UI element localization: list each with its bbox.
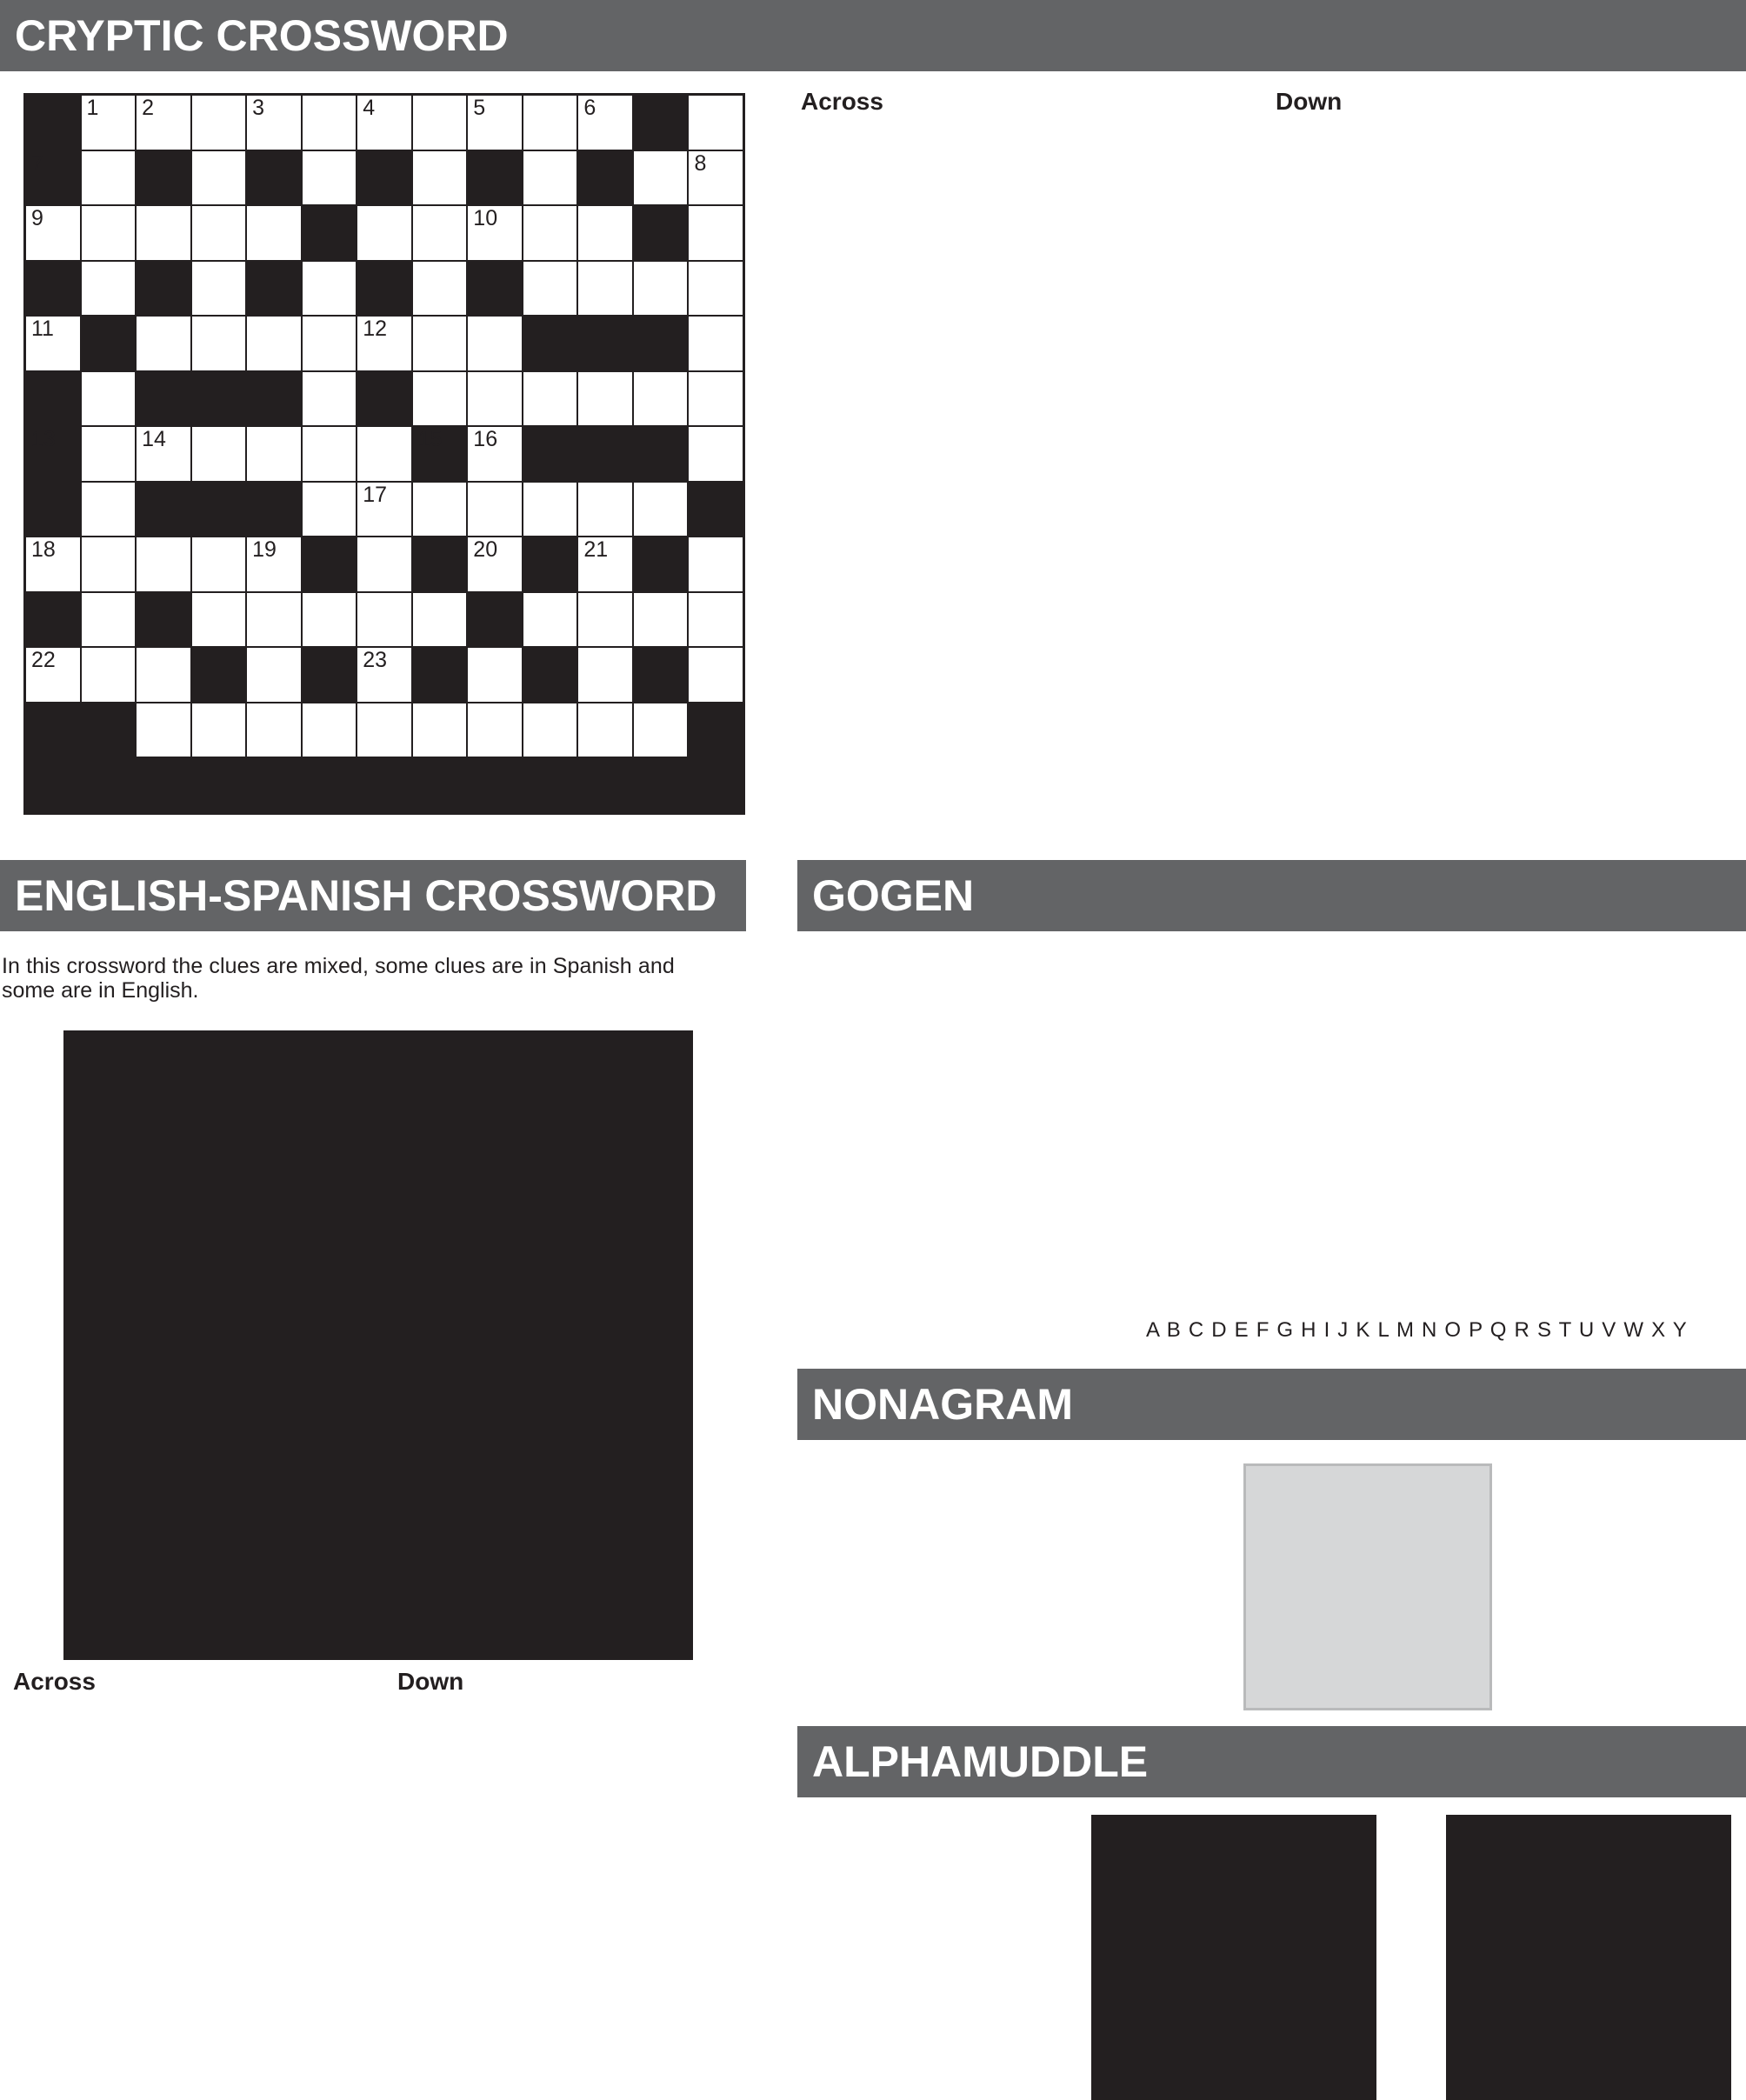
white-cell[interactable] (82, 96, 136, 150)
spanish-intro (2, 954, 748, 1003)
white-cell[interactable] (468, 483, 522, 537)
white-cell[interactable] (689, 262, 743, 316)
white-cell[interactable] (26, 206, 80, 260)
white-cell[interactable] (137, 427, 190, 481)
clue-number: 3 (252, 96, 265, 120)
black-cell (247, 151, 301, 205)
white-cell[interactable] (523, 372, 577, 426)
white-cell[interactable] (634, 593, 688, 647)
white-cell[interactable] (82, 372, 136, 426)
black-cell (523, 317, 577, 370)
black-cell (26, 427, 80, 481)
clue-number: 1 (86, 96, 99, 120)
black-cell (137, 372, 190, 426)
black-cell (357, 262, 411, 316)
black-cell (137, 151, 190, 205)
gogen-alphabet: A B C D E F G H I J K L M N O P Q R S T U V W X Y (1146, 1318, 1688, 1342)
white-cell[interactable] (192, 537, 246, 591)
clue-number: 11 (31, 317, 54, 342)
black-cell (192, 483, 246, 537)
clue-number: 13 (31, 427, 56, 452)
gogen-board (1150, 946, 1497, 1294)
white-cell[interactable] (192, 206, 246, 260)
black-cell (634, 427, 688, 481)
black-cell (26, 96, 80, 150)
white-cell[interactable] (303, 593, 357, 647)
white-cell[interactable] (303, 96, 357, 150)
white-cell[interactable] (357, 483, 411, 537)
clue-number: 8 (694, 150, 707, 176)
white-cell[interactable] (357, 317, 411, 370)
black-cell (247, 483, 301, 537)
clue-number: 19 (252, 537, 277, 563)
white-cell[interactable] (303, 483, 357, 537)
black-cell (413, 537, 467, 591)
white-cell[interactable] (357, 648, 411, 702)
black-cell (634, 648, 688, 702)
white-cell[interactable] (578, 96, 632, 150)
gogen-title: GOGEN (812, 871, 975, 920)
white-cell[interactable] (468, 427, 522, 481)
black-cell (82, 317, 136, 370)
clue-number: 17 (363, 482, 388, 507)
cryptic-crossword-banner (0, 0, 1746, 71)
black-cell (523, 537, 577, 591)
white-cell[interactable] (523, 703, 577, 757)
nonagram-board (1243, 1463, 1492, 1710)
white-cell[interactable] (634, 151, 688, 205)
white-cell[interactable] (82, 151, 136, 205)
white-cell[interactable] (303, 317, 357, 370)
white-cell[interactable] (192, 427, 246, 481)
white-cell[interactable] (634, 483, 688, 537)
white-cell[interactable] (468, 317, 522, 370)
clue-number: 2 (142, 96, 154, 120)
cryptic-crossword-grid (23, 93, 745, 815)
white-cell[interactable] (247, 427, 301, 481)
white-cell[interactable] (82, 262, 136, 316)
black-cell (192, 648, 246, 702)
cryptic-down-heading: Down (1276, 88, 1343, 115)
white-cell[interactable] (689, 537, 743, 591)
white-cell[interactable] (689, 593, 743, 647)
white-cell[interactable] (413, 96, 467, 150)
black-cell (303, 206, 357, 260)
black-cell (634, 537, 688, 591)
white-cell[interactable] (468, 96, 522, 150)
white-cell[interactable] (689, 648, 743, 702)
black-cell (689, 483, 743, 537)
white-cell[interactable] (578, 703, 632, 757)
white-cell[interactable] (468, 703, 522, 757)
black-cell (247, 262, 301, 316)
white-cell[interactable] (357, 96, 411, 150)
spanish-across-clues (13, 1669, 96, 1695)
white-cell[interactable] (192, 262, 246, 316)
white-cell[interactable] (26, 648, 80, 702)
white-cell[interactable] (578, 372, 632, 426)
alphamuddle-letters-grid (1446, 1815, 1731, 2100)
white-cell[interactable] (578, 537, 632, 591)
black-cell (26, 262, 80, 316)
white-cell[interactable] (247, 537, 301, 591)
white-cell[interactable] (468, 537, 522, 591)
black-cell (247, 372, 301, 426)
white-cell[interactable] (578, 262, 632, 316)
black-cell (192, 372, 246, 426)
nonagram-title: NONAGRAM (812, 1380, 1073, 1429)
white-cell[interactable] (303, 372, 357, 426)
white-cell[interactable] (413, 703, 467, 757)
black-cell (413, 648, 467, 702)
clue-number: 12 (363, 317, 388, 342)
black-cell (357, 151, 411, 205)
white-cell[interactable] (82, 483, 136, 537)
spanish-down-heading: Down (397, 1668, 464, 1695)
white-cell[interactable] (578, 206, 632, 260)
clue-number: 5 (473, 96, 486, 120)
white-cell[interactable] (247, 206, 301, 260)
black-cell (689, 703, 743, 757)
black-cell (303, 648, 357, 702)
black-cell (357, 372, 411, 426)
white-cell[interactable] (578, 483, 632, 537)
white-cell[interactable] (413, 483, 467, 537)
white-cell[interactable] (137, 703, 190, 757)
black-cell (26, 151, 80, 205)
alphamuddle-banner (797, 1726, 1746, 1797)
white-cell[interactable] (82, 427, 136, 481)
white-cell[interactable] (689, 427, 743, 481)
white-cell[interactable] (192, 703, 246, 757)
white-cell[interactable] (357, 206, 411, 260)
white-cell[interactable] (303, 262, 357, 316)
white-cell[interactable] (634, 703, 688, 757)
black-cell (578, 151, 632, 205)
cryptic-across-heading: Across (801, 88, 883, 115)
black-cell (26, 372, 80, 426)
clue-number: 9 (31, 206, 43, 231)
clue-number: 18 (31, 537, 56, 563)
white-cell[interactable] (247, 648, 301, 702)
alphamuddle-puzzle-grid (1091, 1815, 1376, 2100)
white-cell[interactable] (137, 537, 190, 591)
white-cell[interactable] (82, 206, 136, 260)
white-cell[interactable] (82, 648, 136, 702)
clue-number: 20 (473, 537, 498, 563)
white-cell[interactable] (689, 372, 743, 426)
white-cell[interactable] (137, 206, 190, 260)
white-cell[interactable] (137, 648, 190, 702)
white-cell[interactable] (634, 372, 688, 426)
black-cell (523, 648, 577, 702)
white-cell[interactable] (303, 703, 357, 757)
white-cell[interactable] (523, 206, 577, 260)
white-cell[interactable] (413, 317, 467, 370)
white-cell[interactable] (303, 427, 357, 481)
white-cell[interactable] (82, 537, 136, 591)
clue-number: 16 (473, 427, 498, 452)
white-cell[interactable] (523, 262, 577, 316)
white-cell[interactable] (523, 593, 577, 647)
black-cell (634, 317, 688, 370)
alphamuddle-title: ALPHAMUDDLE (812, 1737, 1149, 1786)
spanish-crossword-title: ENGLISH-SPANISH CROSSWORD (15, 871, 717, 920)
spanish-crossword-grid (63, 1030, 693, 1660)
white-cell[interactable] (26, 537, 80, 591)
black-cell (303, 537, 357, 591)
nonagram-banner (797, 1369, 1746, 1440)
black-cell (468, 262, 522, 316)
white-cell[interactable] (689, 151, 743, 205)
white-cell[interactable] (303, 151, 357, 205)
clue-number: 10 (473, 206, 498, 231)
white-cell[interactable] (357, 703, 411, 757)
white-cell[interactable] (413, 151, 467, 205)
white-cell[interactable] (192, 317, 246, 370)
white-cell[interactable] (413, 593, 467, 647)
white-cell[interactable] (634, 262, 688, 316)
white-cell[interactable] (247, 96, 301, 150)
black-cell (468, 593, 522, 647)
black-cell (26, 593, 80, 647)
white-cell[interactable] (357, 537, 411, 591)
white-cell[interactable] (523, 151, 577, 205)
white-cell[interactable] (578, 648, 632, 702)
spanish-down-clues (397, 1669, 463, 1695)
cryptic-crossword-title: CRYPTIC CROSSWORD (15, 11, 509, 60)
white-cell[interactable] (413, 262, 467, 316)
black-cell (468, 151, 522, 205)
black-cell (137, 593, 190, 647)
white-cell[interactable] (689, 206, 743, 260)
white-cell[interactable] (468, 648, 522, 702)
black-cell (26, 703, 80, 757)
spanish-intro-line-1: In this crossword the clues are mixed, some clues are in Spanish and (2, 954, 675, 978)
spanish-crossword-banner (0, 860, 746, 931)
white-cell[interactable] (26, 317, 80, 370)
white-cell[interactable] (578, 593, 632, 647)
white-cell[interactable] (192, 593, 246, 647)
black-cell (523, 427, 577, 481)
gogen-banner (797, 860, 1746, 931)
white-cell[interactable] (137, 317, 190, 370)
white-cell[interactable] (523, 96, 577, 150)
black-cell (26, 483, 80, 537)
black-cell (137, 483, 190, 537)
clue-number: 21 (583, 537, 609, 563)
white-cell[interactable] (247, 703, 301, 757)
black-cell (137, 262, 190, 316)
white-cell[interactable] (523, 483, 577, 537)
clue-number: 6 (583, 96, 596, 120)
white-cell[interactable] (468, 372, 522, 426)
clue-number: 15 (417, 427, 443, 452)
clue-number: 22 (31, 648, 56, 673)
clue-number: 14 (142, 427, 166, 452)
clue-number: 4 (363, 96, 376, 120)
white-cell[interactable] (192, 151, 246, 205)
white-cell[interactable] (357, 427, 411, 481)
white-cell[interactable] (413, 372, 467, 426)
white-cell[interactable] (192, 96, 246, 150)
black-cell (578, 427, 632, 481)
black-cell (413, 427, 467, 481)
black-cell (634, 96, 688, 150)
white-cell[interactable] (247, 593, 301, 647)
gogen-lattice (1150, 946, 1497, 1294)
white-cell[interactable] (413, 206, 467, 260)
white-cell[interactable] (82, 593, 136, 647)
clue-number: 23 (363, 648, 388, 673)
white-cell[interactable] (357, 593, 411, 647)
black-cell (578, 317, 632, 370)
white-cell[interactable] (689, 96, 743, 150)
spanish-intro-line-2: some are in English. (2, 978, 199, 1003)
white-cell[interactable] (468, 206, 522, 260)
black-cell (634, 206, 688, 260)
spanish-across-heading: Across (13, 1668, 96, 1695)
clue-number: 7 (31, 150, 43, 176)
white-cell[interactable] (689, 317, 743, 370)
black-cell (82, 703, 136, 757)
white-cell[interactable] (137, 96, 190, 150)
white-cell[interactable] (247, 317, 301, 370)
